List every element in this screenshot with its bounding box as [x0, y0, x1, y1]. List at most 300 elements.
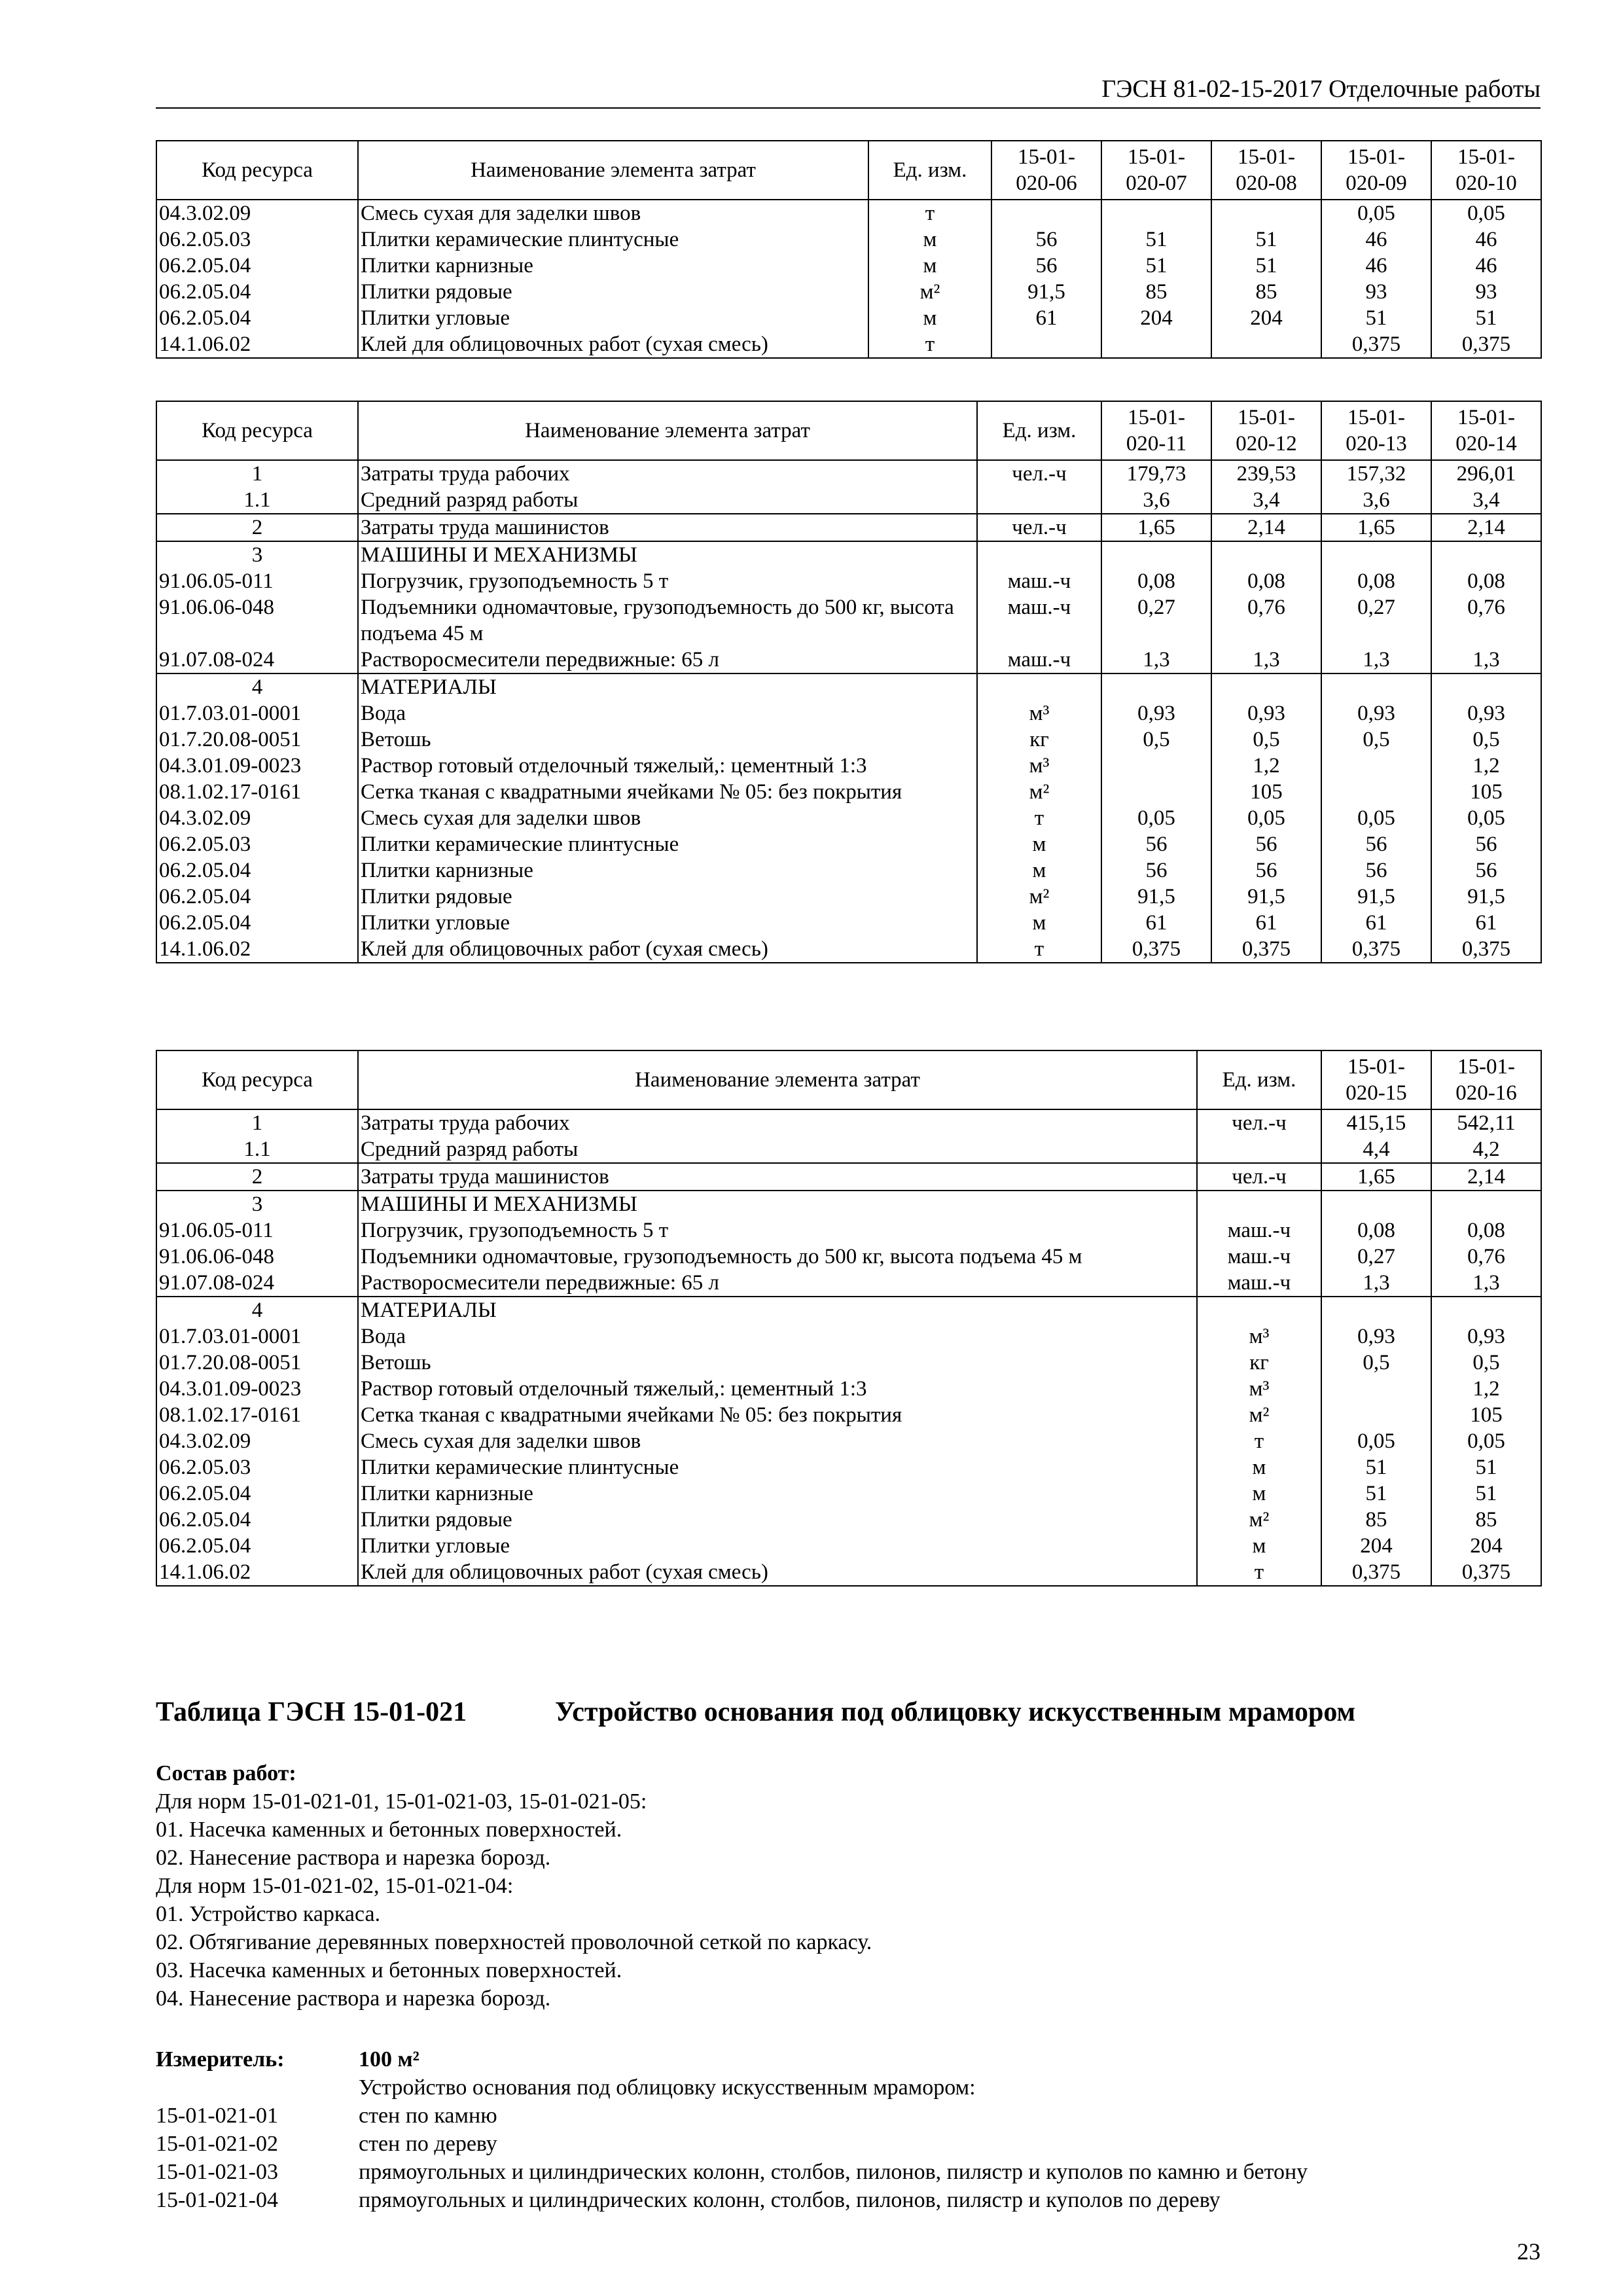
header-name: Наименование элемента затрат	[358, 141, 868, 200]
norm-value: 1,65	[1321, 514, 1431, 541]
resource-code: 04.3.02.09	[156, 200, 358, 226]
table-row	[156, 1323, 1541, 1350]
norm-value	[991, 200, 1101, 226]
norm-value: 3,6	[1321, 487, 1431, 514]
norm-value	[1211, 200, 1321, 226]
norm-value: 179,73	[1101, 460, 1211, 487]
cost-element-name: Плитки рядовые	[358, 884, 977, 910]
norm-value: 46	[1431, 253, 1541, 279]
norm-value: 91,5	[991, 279, 1101, 305]
norm-value: 51	[1431, 305, 1541, 331]
norm-value: 61	[991, 305, 1101, 331]
unit: маш.-ч	[977, 647, 1101, 673]
table-number: Таблица ГЭСН 15-01-021	[156, 1697, 467, 1727]
norm-value: 0,76	[1431, 1244, 1541, 1270]
table-row	[156, 1217, 1541, 1244]
unit	[977, 487, 1101, 514]
resource-code: 91.06.06-048	[156, 1244, 358, 1270]
norm-value: 0,375	[1321, 1559, 1431, 1586]
norm-value: 85	[1321, 1507, 1431, 1533]
norm-value: 0,05	[1431, 1428, 1541, 1454]
resource-code: 04.3.01.09-0023	[156, 753, 358, 779]
norm-value: 0,76	[1211, 594, 1321, 647]
unit: т	[868, 200, 991, 226]
norm-value: 56	[1211, 857, 1321, 884]
resource-code: 08.1.02.17-0161	[156, 779, 358, 805]
norm-value: 51	[1101, 253, 1211, 279]
norm-value: 1,3	[1101, 647, 1211, 673]
cost-element-name: Ветошь	[358, 726, 977, 753]
header-code: Код ресурса	[156, 401, 358, 460]
norm-value: 0,375	[1431, 331, 1541, 358]
resource-code: 01.7.03.01-0001	[156, 700, 358, 726]
unit: м	[1197, 1480, 1321, 1507]
norm-value: 1,2	[1431, 1376, 1541, 1402]
header-norm: 15-01- 020-12	[1211, 401, 1321, 460]
cost-element-name: Вода	[358, 1323, 1197, 1350]
header-norm: 15-01- 020-11	[1101, 401, 1211, 460]
table-row	[156, 1350, 1541, 1376]
norm-value: 1,2	[1211, 753, 1321, 779]
norm-value: 91,5	[1211, 884, 1321, 910]
table-row	[156, 1163, 1541, 1191]
measure-item	[156, 2186, 1541, 2214]
cost-element-name: Затраты труда рабочих	[358, 1109, 1197, 1136]
composition-line: 02. Обтягивание деревянных поверхностей проволочной сеткой по каркасу.	[156, 1930, 872, 1954]
header-norm: 15-01- 020-08	[1211, 141, 1321, 200]
norm-value: 56	[1321, 831, 1431, 857]
norm-value: 46	[1431, 226, 1541, 253]
resource-code: 14.1.06.02	[156, 936, 358, 963]
composition-line: 02. Нанесение раствора и нарезка борозд.	[156, 1846, 551, 1870]
table-row	[156, 279, 1541, 305]
norm-value	[1321, 1402, 1431, 1428]
cost-element-name: Плитки керамические плинтусные	[358, 831, 977, 857]
resource-code: 3	[156, 541, 358, 568]
resource-code: 2	[156, 1163, 358, 1191]
norm-value: 296,01	[1431, 460, 1541, 487]
cost-element-name: Вода	[358, 700, 977, 726]
composition-heading: Состав работ:	[156, 1761, 296, 1785]
norm-value: 51	[1101, 226, 1211, 253]
header-unit: Ед. изм.	[1197, 1050, 1321, 1109]
resource-code: 1.1	[156, 1136, 358, 1163]
cost-element-name: Клей для облицовочных работ (сухая смесь)	[358, 331, 868, 358]
work-composition	[156, 1759, 1541, 2013]
norm-value: 0,08	[1431, 568, 1541, 594]
cost-element-name: Растворосмесители передвижные: 65 л	[358, 1270, 1197, 1297]
composition-line: 04. Нанесение раствора и нарезка борозд.	[156, 1986, 551, 2011]
norm-value: 61	[1101, 910, 1211, 936]
table-row	[156, 253, 1541, 279]
unit: м	[868, 305, 991, 331]
table-row	[156, 1376, 1541, 1402]
cost-element-name: Плитки карнизные	[358, 1480, 1197, 1507]
norm-code: 15-01-021-04	[156, 2188, 278, 2212]
norm-value: 3,4	[1211, 487, 1321, 514]
table-row	[156, 726, 1541, 753]
resource-code: 06.2.05.04	[156, 910, 358, 936]
unit: м³	[977, 700, 1101, 726]
measure-item	[156, 2130, 1541, 2158]
norm-value: 51	[1211, 226, 1321, 253]
norm-value: 0,76	[1431, 594, 1541, 647]
table-row	[156, 1533, 1541, 1559]
cost-element-name: Плитки угловые	[358, 1533, 1197, 1559]
resource-table-2	[156, 401, 1542, 963]
norm-value: 0,05	[1321, 1428, 1431, 1454]
cost-element-name: Смесь сухая для заделки швов	[358, 200, 868, 226]
table-row	[156, 1480, 1541, 1507]
norm-value	[1211, 673, 1321, 700]
cost-element-name: Подъемники одномачтовые, грузоподъемность до 500 кг, высота подъема 45 м	[358, 594, 977, 647]
norm-value: 0,5	[1321, 1350, 1431, 1376]
table-row	[156, 1559, 1541, 1586]
unit: м²	[868, 279, 991, 305]
resource-code: 06.2.05.03	[156, 226, 358, 253]
unit: м²	[1197, 1402, 1321, 1428]
table-row	[156, 857, 1541, 884]
norm-value: 0,93	[1431, 700, 1541, 726]
resource-code: 06.2.05.03	[156, 1454, 358, 1480]
resource-code: 1.1	[156, 487, 358, 514]
norm-value: 0,08	[1321, 1217, 1431, 1244]
resource-code: 01.7.20.08-0051	[156, 726, 358, 753]
unit: кг	[1197, 1350, 1321, 1376]
composition-line: 01. Устройство каркаса.	[156, 1902, 381, 1926]
norm-value: 2,14	[1211, 514, 1321, 541]
cost-element-name: МАШИНЫ И МЕХАНИЗМЫ	[358, 541, 977, 568]
norm-value	[1321, 1297, 1431, 1323]
norm-value: 56	[1321, 857, 1431, 884]
resource-code: 91.06.05-011	[156, 568, 358, 594]
norm-value: 0,08	[1101, 568, 1211, 594]
header-norm: 15-01- 020-15	[1321, 1050, 1431, 1109]
norm-value: 51	[1321, 1454, 1431, 1480]
header-unit: Ед. изм.	[868, 141, 991, 200]
table-row	[156, 910, 1541, 936]
norm-value: 0,375	[1321, 936, 1431, 963]
norm-value: 0,05	[1431, 200, 1541, 226]
norm-value	[1101, 331, 1211, 358]
norm-value: 0,5	[1101, 726, 1211, 753]
norm-value: 3,4	[1431, 487, 1541, 514]
norm-value	[1101, 200, 1211, 226]
measure-block	[156, 2045, 1541, 2214]
header-norm: 15-01- 020-07	[1101, 141, 1211, 200]
norm-value: 0,93	[1101, 700, 1211, 726]
table-row	[156, 1270, 1541, 1297]
resource-code: 06.2.05.04	[156, 253, 358, 279]
table-row	[156, 226, 1541, 253]
norm-value: 157,32	[1321, 460, 1431, 487]
norm-value	[991, 331, 1101, 358]
table-row	[156, 487, 1541, 514]
cost-element-name: Затраты труда рабочих	[358, 460, 977, 487]
norm-value	[1431, 1191, 1541, 1217]
norm-value: 0,08	[1211, 568, 1321, 594]
norm-value: 85	[1211, 279, 1321, 305]
norm-value	[1101, 541, 1211, 568]
resource-code: 06.2.05.04	[156, 1507, 358, 1533]
resource-code: 06.2.05.04	[156, 1533, 358, 1559]
table-row	[156, 673, 1541, 700]
norm-value: 91,5	[1321, 884, 1431, 910]
norm-value: 0,05	[1101, 805, 1211, 831]
unit: м³	[1197, 1323, 1321, 1350]
norm-value: 56	[1101, 857, 1211, 884]
table-row	[156, 805, 1541, 831]
norm-value: 1,2	[1431, 753, 1541, 779]
cost-element-name: Затраты труда машинистов	[358, 1163, 1197, 1191]
unit: м	[977, 910, 1101, 936]
page-number: 23	[1517, 2238, 1541, 2265]
norm-value	[1431, 541, 1541, 568]
norm-value: 51	[1211, 253, 1321, 279]
norm-value	[1431, 1297, 1541, 1323]
resource-code: 04.3.01.09-0023	[156, 1376, 358, 1402]
table-row	[156, 936, 1541, 963]
unit: м	[1197, 1454, 1321, 1480]
norm-code: 15-01-021-01	[156, 2104, 278, 2128]
cost-element-name: Плитки рядовые	[358, 1507, 1197, 1533]
resource-code: 14.1.06.02	[156, 331, 358, 358]
unit: маш.-ч	[1197, 1270, 1321, 1297]
norm-value: 0,5	[1211, 726, 1321, 753]
cost-element-name: Смесь сухая для заделки швов	[358, 805, 977, 831]
norm-value: 0,93	[1431, 1323, 1541, 1350]
norm-value: 4,2	[1431, 1136, 1541, 1163]
cost-element-name: Погрузчик, грузоподъемность 5 т	[358, 1217, 1197, 1244]
header-name: Наименование элемента затрат	[358, 1050, 1197, 1109]
norm-value: 91,5	[1431, 884, 1541, 910]
unit: м	[868, 226, 991, 253]
resource-code: 01.7.03.01-0001	[156, 1323, 358, 1350]
norm-value: 0,93	[1321, 700, 1431, 726]
norm-value: 85	[1101, 279, 1211, 305]
unit: чел.-ч	[977, 514, 1101, 541]
cost-element-name: Плитки карнизные	[358, 253, 868, 279]
cost-element-name: Плитки керамические плинтусные	[358, 226, 868, 253]
table-row	[156, 1428, 1541, 1454]
norm-value: 0,05	[1211, 805, 1321, 831]
norm-value: 56	[991, 226, 1101, 253]
unit: м	[977, 831, 1101, 857]
table-row	[156, 753, 1541, 779]
norm-value: 542,11	[1431, 1109, 1541, 1136]
norm-value: 204	[1101, 305, 1211, 331]
measure-intro: Устройство основания под облицовку искусственным мрамором:	[359, 2075, 976, 2100]
resource-code: 4	[156, 673, 358, 700]
norm-value: 1,65	[1101, 514, 1211, 541]
unit	[1197, 1297, 1321, 1323]
norm-code: 15-01-021-02	[156, 2132, 278, 2156]
unit: кг	[977, 726, 1101, 753]
composition-line: 01. Насечка каменных и бетонных поверхностей.	[156, 1818, 622, 1842]
table-row	[156, 831, 1541, 857]
unit: т	[977, 936, 1101, 963]
table-row	[156, 200, 1541, 226]
table-row	[156, 779, 1541, 805]
table-row	[156, 884, 1541, 910]
unit	[977, 541, 1101, 568]
resource-code: 06.2.05.03	[156, 831, 358, 857]
cost-element-name: Средний разряд работы	[358, 1136, 1197, 1163]
header-code: Код ресурса	[156, 141, 358, 200]
resource-code: 4	[156, 1297, 358, 1323]
norm-value: 204	[1211, 305, 1321, 331]
resource-code: 3	[156, 1191, 358, 1217]
norm-value: 0,5	[1431, 726, 1541, 753]
norm-value: 105	[1431, 1402, 1541, 1428]
norm-value: 56	[1211, 831, 1321, 857]
header-norm: 15-01- 020-10	[1431, 141, 1541, 200]
cost-element-name: Средний разряд работы	[358, 487, 977, 514]
cost-element-name: Растворосмесители передвижные: 65 л	[358, 647, 977, 673]
unit: т	[1197, 1428, 1321, 1454]
norm-value: 51	[1321, 305, 1431, 331]
resource-code: 06.2.05.04	[156, 1480, 358, 1507]
resource-code: 06.2.05.04	[156, 279, 358, 305]
unit: м²	[1197, 1507, 1321, 1533]
cost-element-name: Плитки угловые	[358, 910, 977, 936]
header-norm: 15-01- 020-06	[991, 141, 1101, 200]
norm-value: 1,3	[1211, 647, 1321, 673]
norm-description: стен по дереву	[359, 2132, 497, 2156]
norm-value	[1321, 541, 1431, 568]
unit: м	[977, 857, 1101, 884]
norm-value: 204	[1321, 1533, 1431, 1559]
norm-value: 91,5	[1101, 884, 1211, 910]
resource-code: 14.1.06.02	[156, 1559, 358, 1586]
resource-code: 06.2.05.04	[156, 857, 358, 884]
composition-line: Для норм 15-01-021-01, 15-01-021-03, 15-01-021-05:	[156, 1789, 647, 1814]
table-row	[156, 331, 1541, 358]
header-norm: 15-01- 020-09	[1321, 141, 1431, 200]
unit: маш.-ч	[1197, 1217, 1321, 1244]
cost-element-name: Ветошь	[358, 1350, 1197, 1376]
measure-item	[156, 2102, 1541, 2130]
table-row	[156, 1136, 1541, 1163]
norm-value: 0,27	[1101, 594, 1211, 647]
resource-code: 06.2.05.04	[156, 305, 358, 331]
cost-element-name: Сетка тканая с квадратными ячейками № 05: без покрытия	[358, 1402, 1197, 1428]
cost-element-name: Затраты труда машинистов	[358, 514, 977, 541]
table-row	[156, 1402, 1541, 1428]
unit	[977, 673, 1101, 700]
norm-value: 56	[1431, 831, 1541, 857]
table-row	[156, 514, 1541, 541]
measure-value: 100 м²	[359, 2047, 419, 2072]
cost-element-name: Смесь сухая для заделки швов	[358, 1428, 1197, 1454]
header-code: Код ресурса	[156, 1050, 358, 1109]
resource-code: 91.06.05-011	[156, 1217, 358, 1244]
norm-value: 0,375	[1101, 936, 1211, 963]
resource-code: 01.7.20.08-0051	[156, 1350, 358, 1376]
resource-table-3	[156, 1050, 1542, 1587]
resource-code: 1	[156, 460, 358, 487]
norm-value: 1,3	[1321, 1270, 1431, 1297]
resource-code: 04.3.02.09	[156, 805, 358, 831]
composition-line: Для норм 15-01-021-02, 15-01-021-04:	[156, 1874, 514, 1898]
header-norm: 15-01- 020-16	[1431, 1050, 1541, 1109]
cost-element-name: Сетка тканая с квадратными ячейками № 05: без покрытия	[358, 779, 977, 805]
norm-value: 415,15	[1321, 1109, 1431, 1136]
norm-value	[1321, 753, 1431, 779]
unit: маш.-ч	[977, 568, 1101, 594]
norm-value: 46	[1321, 253, 1431, 279]
norm-value: 61	[1211, 910, 1321, 936]
norm-value: 1,3	[1431, 647, 1541, 673]
norm-value: 0,27	[1321, 1244, 1431, 1270]
norm-value	[1321, 673, 1431, 700]
table-row	[156, 1109, 1541, 1136]
norm-description: стен по камню	[359, 2104, 497, 2128]
cost-element-name: Погрузчик, грузоподъемность 5 т	[358, 568, 977, 594]
norm-value	[1321, 1376, 1431, 1402]
norm-value: 0,05	[1321, 200, 1431, 226]
unit: м²	[977, 884, 1101, 910]
unit: чел.-ч	[1197, 1163, 1321, 1191]
norm-value: 51	[1431, 1480, 1541, 1507]
cost-element-name: Раствор готовый отделочный тяжелый,: цементный 1:3	[358, 753, 977, 779]
measure-label: Измеритель:	[156, 2047, 285, 2072]
cost-element-name: Плитки рядовые	[358, 279, 868, 305]
unit: т	[868, 331, 991, 358]
table-row	[156, 1297, 1541, 1323]
norm-value: 56	[1101, 831, 1211, 857]
table-row	[156, 305, 1541, 331]
cost-element-name: Плитки керамические плинтусные	[358, 1454, 1197, 1480]
unit: маш.-ч	[977, 594, 1101, 647]
norm-value: 0,08	[1431, 1217, 1541, 1244]
norm-value	[1431, 673, 1541, 700]
resource-code: 04.3.02.09	[156, 1428, 358, 1454]
norm-value: 51	[1431, 1454, 1541, 1480]
resource-code: 08.1.02.17-0161	[156, 1402, 358, 1428]
norm-value	[1101, 673, 1211, 700]
norm-value: 0,375	[1431, 1559, 1541, 1586]
norm-value: 0,05	[1321, 805, 1431, 831]
header-name: Наименование элемента затрат	[358, 401, 977, 460]
norm-value: 0,375	[1431, 936, 1541, 963]
cost-element-name: Раствор готовый отделочный тяжелый,: цементный 1:3	[358, 1376, 1197, 1402]
norm-value: 0,5	[1431, 1350, 1541, 1376]
table-row	[156, 568, 1541, 594]
resource-code: 1	[156, 1109, 358, 1136]
measure-item	[156, 2158, 1541, 2186]
norm-value	[1101, 779, 1211, 805]
table-title	[156, 1694, 1541, 1731]
norm-value: 93	[1321, 279, 1431, 305]
norm-value: 105	[1431, 779, 1541, 805]
header-norm: 15-01- 020-14	[1431, 401, 1541, 460]
running-header: ГЭСН 81-02-15-2017 Отделочные работы	[156, 73, 1541, 109]
unit: м	[868, 253, 991, 279]
norm-value: 204	[1431, 1533, 1541, 1559]
cost-element-name: Клей для облицовочных работ (сухая смесь)	[358, 1559, 1197, 1586]
unit: маш.-ч	[1197, 1244, 1321, 1270]
resource-code: 2	[156, 514, 358, 541]
resource-code: 91.06.06-048	[156, 594, 358, 647]
unit: м²	[977, 779, 1101, 805]
norm-description: прямоугольных и цилиндрических колонн, столбов, пилонов, пилястр и куполов по камню и бетону	[359, 2160, 1308, 2184]
norm-value: 4,4	[1321, 1136, 1431, 1163]
resource-code: 06.2.05.04	[156, 884, 358, 910]
norm-value: 0,05	[1431, 805, 1541, 831]
unit: т	[1197, 1559, 1321, 1586]
unit: т	[977, 805, 1101, 831]
